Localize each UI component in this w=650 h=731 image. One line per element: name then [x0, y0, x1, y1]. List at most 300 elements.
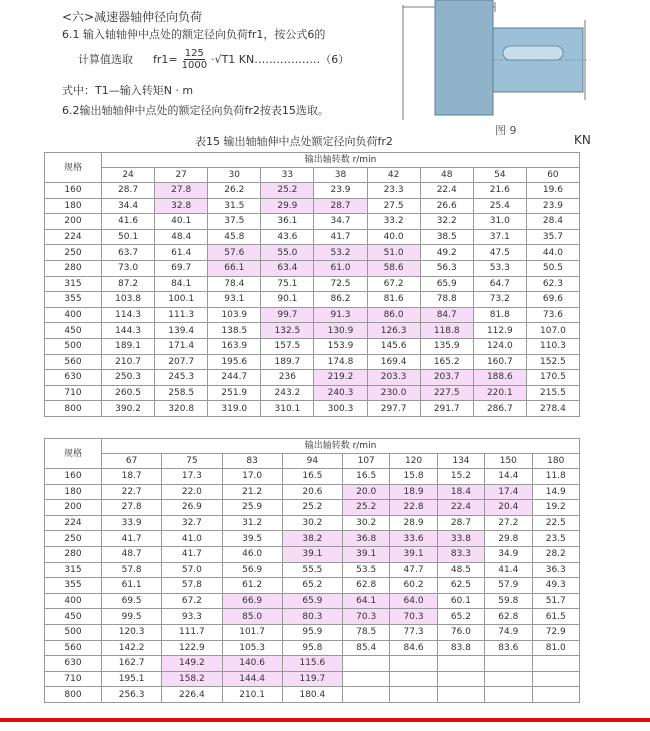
load-cell: [485, 671, 532, 687]
load-cell: 48.4: [155, 229, 208, 245]
spec-header: 规格: [45, 439, 102, 469]
load-cell: 28.7: [314, 198, 367, 214]
load-cell: 36.8: [343, 531, 390, 547]
load-cell: 152.5: [526, 354, 579, 370]
load-cell: 83.3: [437, 546, 484, 562]
load-cell: 40.1: [155, 214, 208, 230]
load-cell: 93.3: [162, 609, 222, 625]
load-cell: 90.1: [261, 292, 314, 308]
load-cell: 77.3: [390, 624, 437, 640]
load-cell: 56.3: [420, 260, 473, 276]
load-cell: 80.3: [282, 609, 342, 625]
load-cell: 61.4: [155, 245, 208, 261]
load-cell: 240.3: [314, 385, 367, 401]
load-cell: 25.2: [261, 183, 314, 199]
load-cell: 319.0: [208, 401, 261, 417]
load-cell: 41.7: [162, 546, 222, 562]
load-cell: [485, 656, 532, 672]
load-cell: 38.2: [282, 531, 342, 547]
load-cell: 25.9: [222, 500, 282, 516]
spec-cell: 560: [45, 354, 102, 370]
load-cell: 114.3: [102, 307, 155, 323]
load-cell: 107.0: [526, 323, 579, 339]
load-cell: 25.4: [473, 198, 526, 214]
spec-cell: 400: [45, 307, 102, 323]
load-cell: 122.9: [162, 640, 222, 656]
load-cell: 44.0: [526, 245, 579, 261]
load-cell: 78.8: [420, 292, 473, 308]
header-row: [45, 153, 580, 168]
load-cell: 39.1: [390, 546, 437, 562]
speed-cell: 27: [155, 168, 208, 183]
load-cell: 61.1: [102, 578, 162, 594]
spec-cell: 400: [45, 593, 102, 609]
spec-cell: 250: [45, 245, 102, 261]
load-cell: 85.0: [222, 609, 282, 625]
table-row: [45, 183, 580, 199]
table-row: [45, 500, 580, 516]
load-cell: 84.1: [155, 276, 208, 292]
load-cell: 19.2: [532, 500, 580, 516]
load-cell: 250.3: [102, 370, 155, 386]
load-cell: 55.0: [261, 245, 314, 261]
load-cell: 18.4: [437, 484, 484, 500]
spec-cell: 200: [45, 214, 102, 230]
load-cell: 86.0: [367, 307, 420, 323]
load-cell: 69.6: [526, 292, 579, 308]
load-cell: 101.7: [222, 624, 282, 640]
speed-cell: 60: [526, 168, 579, 183]
load-cell: 65.9: [282, 593, 342, 609]
load-cell: 56.9: [222, 562, 282, 578]
table-row: [45, 624, 580, 640]
load-cell: 157.5: [261, 338, 314, 354]
load-cell: [390, 671, 437, 687]
table-row: [45, 370, 580, 386]
load-cell: 41.7: [102, 531, 162, 547]
load-cell: 20.0: [343, 484, 390, 500]
red-rule: [0, 718, 650, 722]
load-cell: 145.6: [367, 338, 420, 354]
load-cell: 27.2: [485, 515, 532, 531]
load-cell: 57.8: [102, 562, 162, 578]
load-cell: 22.8: [390, 500, 437, 516]
load-cell: 124.0: [473, 338, 526, 354]
load-cell: 39.5: [222, 531, 282, 547]
load-cell: 61.2: [222, 578, 282, 594]
load-cell: 57.6: [208, 245, 261, 261]
load-cell: 130.9: [314, 323, 367, 339]
load-cell: 33.2: [367, 214, 420, 230]
load-cell: 103.8: [102, 292, 155, 308]
speed-cell: 24: [102, 168, 155, 183]
speed-header: 输出轴转数 r/min: [102, 153, 580, 168]
load-cell: 16.5: [343, 469, 390, 485]
load-cell: 28.4: [526, 214, 579, 230]
speed-cell: 120: [390, 454, 437, 469]
load-cell: [532, 687, 580, 703]
table-row: [45, 260, 580, 276]
load-cell: 165.2: [420, 354, 473, 370]
load-cell: 203.7: [420, 370, 473, 386]
load-cell: 16.5: [282, 469, 342, 485]
load-cell: [343, 656, 390, 672]
load-cell: 171.4: [155, 338, 208, 354]
load-cell: 21.2: [222, 484, 282, 500]
table-row: [45, 214, 580, 230]
load-cell: 61.5: [532, 609, 580, 625]
load-cell: 28.7: [437, 515, 484, 531]
load-cell: 72.5: [314, 276, 367, 292]
load-cell: 210.7: [102, 354, 155, 370]
load-cell: 115.6: [282, 656, 342, 672]
load-cell: 30.2: [343, 515, 390, 531]
load-cell: 33.8: [437, 531, 484, 547]
load-cell: 230.0: [367, 385, 420, 401]
load-cell: 38.5: [420, 229, 473, 245]
load-cell: 27.8: [102, 500, 162, 516]
load-cell: 18.7: [102, 469, 162, 485]
load-cell: [437, 687, 484, 703]
load-cell: 34.4: [102, 198, 155, 214]
load-cell: 32.7: [162, 515, 222, 531]
load-cell: 37.1: [473, 229, 526, 245]
table-row: [45, 531, 580, 547]
load-cell: 158.2: [162, 671, 222, 687]
load-cell: 244.7: [208, 370, 261, 386]
load-cell: 20.4: [485, 500, 532, 516]
load-cell: 112.9: [473, 323, 526, 339]
load-cell: 390.2: [102, 401, 155, 417]
load-cell: 219.2: [314, 370, 367, 386]
load-cell: 64.7: [473, 276, 526, 292]
load-cell: 118.8: [420, 323, 473, 339]
spec-cell: 630: [45, 370, 102, 386]
load-cell: 32.2: [420, 214, 473, 230]
table-row: [45, 338, 580, 354]
load-cell: 45.8: [208, 229, 261, 245]
load-cell: [390, 687, 437, 703]
load-cell: 103.9: [208, 307, 261, 323]
table-row: [45, 198, 580, 214]
spec-cell: 315: [45, 562, 102, 578]
table-row: [45, 229, 580, 245]
load-cell: 60.2: [390, 578, 437, 594]
load-cell: 258.5: [155, 385, 208, 401]
table-row: [45, 687, 580, 703]
load-cell: 251.9: [208, 385, 261, 401]
load-cell: 20.6: [282, 484, 342, 500]
load-cell: 41.7: [314, 229, 367, 245]
formula-lhs: fr1=: [153, 52, 178, 66]
spec-cell: 280: [45, 546, 102, 562]
table-row: [45, 593, 580, 609]
load-cell: 65.9: [420, 276, 473, 292]
load-cell: 70.3: [390, 609, 437, 625]
load-cell: 59.8: [485, 593, 532, 609]
load-cell: 39.1: [343, 546, 390, 562]
spec-cell: 224: [45, 229, 102, 245]
spec-cell: 560: [45, 640, 102, 656]
spec-cell: 250: [45, 531, 102, 547]
load-cell: 23.9: [314, 183, 367, 199]
load-cell: 320.8: [155, 401, 208, 417]
speed-cell: 83: [222, 454, 282, 469]
load-cell: 170.5: [526, 370, 579, 386]
load-cell: 23.3: [367, 183, 420, 199]
load-cell: 48.5: [437, 562, 484, 578]
load-cell: 256.3: [102, 687, 162, 703]
load-cell: 36.3: [532, 562, 580, 578]
speed-cell: 94: [282, 454, 342, 469]
load-cell: 63.7: [102, 245, 155, 261]
spec-cell: 450: [45, 323, 102, 339]
load-cell: 47.7: [390, 562, 437, 578]
load-cell: 73.6: [526, 307, 579, 323]
load-cell: 110.3: [526, 338, 579, 354]
load-cell: [437, 671, 484, 687]
speed-cell: 67: [102, 454, 162, 469]
load-cell: 245.3: [155, 370, 208, 386]
load-cell: 75.1: [261, 276, 314, 292]
load-cell: 188.6: [473, 370, 526, 386]
load-cell: 62.8: [343, 578, 390, 594]
load-cell: 81.8: [473, 307, 526, 323]
speed-cell: 134: [437, 454, 484, 469]
load-cell: 57.0: [162, 562, 222, 578]
spec-header: 规格: [45, 153, 102, 183]
load-cell: 33.6: [390, 531, 437, 547]
load-cell: 40.0: [367, 229, 420, 245]
load-cell: 163.9: [208, 338, 261, 354]
load-cell: 84.7: [420, 307, 473, 323]
load-cell: 278.4: [526, 401, 579, 417]
load-cell: 180.4: [282, 687, 342, 703]
formula-denominator: 1000: [181, 59, 208, 71]
load-cell: 23.5: [532, 531, 580, 547]
load-cell: 31.2: [222, 515, 282, 531]
load-cell: 99.5: [102, 609, 162, 625]
load-cell: 100.1: [155, 292, 208, 308]
load-cell: 34.9: [485, 546, 532, 562]
load-cell: 22.0: [162, 484, 222, 500]
load-cell: 69.7: [155, 260, 208, 276]
table-row: [45, 469, 580, 485]
output-shaft-load-text: 6.2输出轴轴伸中点处的额定径向负荷fr2按表15选取。: [62, 104, 329, 117]
table-row: [45, 401, 580, 417]
formula-numerator: 125: [184, 47, 204, 59]
load-cell: 34.7: [314, 214, 367, 230]
load-cell: 50.5: [526, 260, 579, 276]
load-cell: 33.9: [102, 515, 162, 531]
load-cell: 17.3: [162, 469, 222, 485]
load-cell: 55.5: [282, 562, 342, 578]
spec-cell: 180: [45, 198, 102, 214]
table-row: [45, 578, 580, 594]
load-cell: 138.5: [208, 323, 261, 339]
radial-load-table-2: [44, 438, 580, 703]
load-cell: 62.5: [437, 578, 484, 594]
load-cell: 37.5: [208, 214, 261, 230]
load-cell: 144.4: [222, 671, 282, 687]
load-cell: 84.6: [390, 640, 437, 656]
load-cell: 111.3: [155, 307, 208, 323]
load-cell: 95.9: [282, 624, 342, 640]
table-row: [45, 292, 580, 308]
load-cell: 189.1: [102, 338, 155, 354]
load-cell: 28.9: [390, 515, 437, 531]
table-title: 表15 输出轴轴伸中点处额定径向负荷fr2: [195, 135, 393, 148]
load-cell: 15.2: [437, 469, 484, 485]
load-cell: 48.7: [102, 546, 162, 562]
load-cell: 22.7: [102, 484, 162, 500]
load-cell: 78.5: [343, 624, 390, 640]
spec-cell: 355: [45, 292, 102, 308]
load-cell: 57.9: [485, 578, 532, 594]
load-cell: 51.7: [532, 593, 580, 609]
load-cell: 93.1: [208, 292, 261, 308]
load-cell: 227.5: [420, 385, 473, 401]
load-cell: 65.2: [437, 609, 484, 625]
load-cell: 69.5: [102, 593, 162, 609]
load-cell: 15.8: [390, 469, 437, 485]
spec-cell: 200: [45, 500, 102, 516]
load-cell: 67.2: [367, 276, 420, 292]
load-cell: 36.1: [261, 214, 314, 230]
load-cell: 26.2: [208, 183, 261, 199]
load-cell: 83.6: [485, 640, 532, 656]
formula-fraction: [182, 48, 207, 71]
table-unit: KN: [574, 133, 591, 147]
load-cell: 62.8: [485, 609, 532, 625]
load-cell: 203.3: [367, 370, 420, 386]
load-cell: 149.2: [162, 656, 222, 672]
load-cell: 39.1: [282, 546, 342, 562]
load-cell: 66.1: [208, 260, 261, 276]
load-cell: 32.8: [155, 198, 208, 214]
load-cell: 50.1: [102, 229, 155, 245]
load-cell: 297.7: [367, 401, 420, 417]
load-cell: 27.5: [367, 198, 420, 214]
load-cell: 81.0: [532, 640, 580, 656]
load-cell: 53.5: [343, 562, 390, 578]
load-cell: 35.7: [526, 229, 579, 245]
speed-cell: 48: [420, 168, 473, 183]
load-cell: 41.0: [162, 531, 222, 547]
load-cell: 64.1: [343, 593, 390, 609]
load-cell: 17.4: [485, 484, 532, 500]
load-cell: [532, 656, 580, 672]
load-cell: 22.5: [532, 515, 580, 531]
load-cell: 21.6: [473, 183, 526, 199]
load-cell: 22.4: [437, 500, 484, 516]
load-cell: 86.2: [314, 292, 367, 308]
load-cell: 169.4: [367, 354, 420, 370]
speed-header: 输出轴转数 r/min: [102, 439, 580, 454]
speed-cell: 33: [261, 168, 314, 183]
load-cell: 139.4: [155, 323, 208, 339]
spec-cell: 224: [45, 515, 102, 531]
load-cell: 41.4: [485, 562, 532, 578]
load-cell: 17.0: [222, 469, 282, 485]
load-cell: 74.9: [485, 624, 532, 640]
load-cell: 260.5: [102, 385, 155, 401]
load-cell: [532, 671, 580, 687]
load-cell: 26.6: [420, 198, 473, 214]
load-cell: 105.3: [222, 640, 282, 656]
load-cell: 189.7: [261, 354, 314, 370]
table-row: [45, 656, 580, 672]
load-cell: [343, 671, 390, 687]
spec-cell: 800: [45, 687, 102, 703]
table-row: [45, 276, 580, 292]
speed-cell: 180: [532, 454, 580, 469]
load-cell: 95.8: [282, 640, 342, 656]
load-cell: 67.2: [162, 593, 222, 609]
load-cell: 18.9: [390, 484, 437, 500]
load-cell: 47.5: [473, 245, 526, 261]
formula-where-text: 式中：T1—输入转矩N · m: [62, 84, 194, 97]
load-cell: 162.7: [102, 656, 162, 672]
spec-cell: 450: [45, 609, 102, 625]
load-cell: 160.7: [473, 354, 526, 370]
load-cell: 53.3: [473, 260, 526, 276]
table-row: [45, 245, 580, 261]
shaft-figure: [395, 0, 590, 120]
load-cell: 126.3: [367, 323, 420, 339]
load-cell: 70.3: [343, 609, 390, 625]
load-cell: 310.1: [261, 401, 314, 417]
load-cell: 195.1: [102, 671, 162, 687]
load-cell: 243.2: [261, 385, 314, 401]
load-cell: 236: [261, 370, 314, 386]
load-cell: 61.0: [314, 260, 367, 276]
spec-cell: 500: [45, 338, 102, 354]
table-row: [45, 562, 580, 578]
header-row: [45, 439, 580, 454]
load-cell: 215.5: [526, 385, 579, 401]
load-cell: 66.9: [222, 593, 282, 609]
load-cell: 210.1: [222, 687, 282, 703]
load-cell: 132.5: [261, 323, 314, 339]
spec-cell: 355: [45, 578, 102, 594]
spec-cell: 160: [45, 469, 102, 485]
formula-rest: ·√T1 KN………………（6）: [211, 53, 350, 66]
load-cell: 87.2: [102, 276, 155, 292]
table-row: [45, 484, 580, 500]
load-cell: 60.1: [437, 593, 484, 609]
table-row: [45, 546, 580, 562]
load-cell: 76.0: [437, 624, 484, 640]
speed-row: [45, 168, 580, 183]
speed-cell: 30: [208, 168, 261, 183]
load-cell: 28.2: [532, 546, 580, 562]
load-cell: 62.3: [526, 276, 579, 292]
formula-6: [78, 44, 349, 74]
load-cell: 14.4: [485, 469, 532, 485]
table-row: [45, 515, 580, 531]
load-cell: 49.3: [532, 578, 580, 594]
speed-cell: 38: [314, 168, 367, 183]
spec-cell: 710: [45, 671, 102, 687]
formula-label: 计算值选取: [78, 53, 133, 66]
load-cell: 14.9: [532, 484, 580, 500]
load-cell: 30.2: [282, 515, 342, 531]
load-cell: 65.2: [282, 578, 342, 594]
radial-load-table-1: [44, 152, 580, 417]
spec-cell: 160: [45, 183, 102, 199]
speed-cell: 42: [367, 168, 420, 183]
